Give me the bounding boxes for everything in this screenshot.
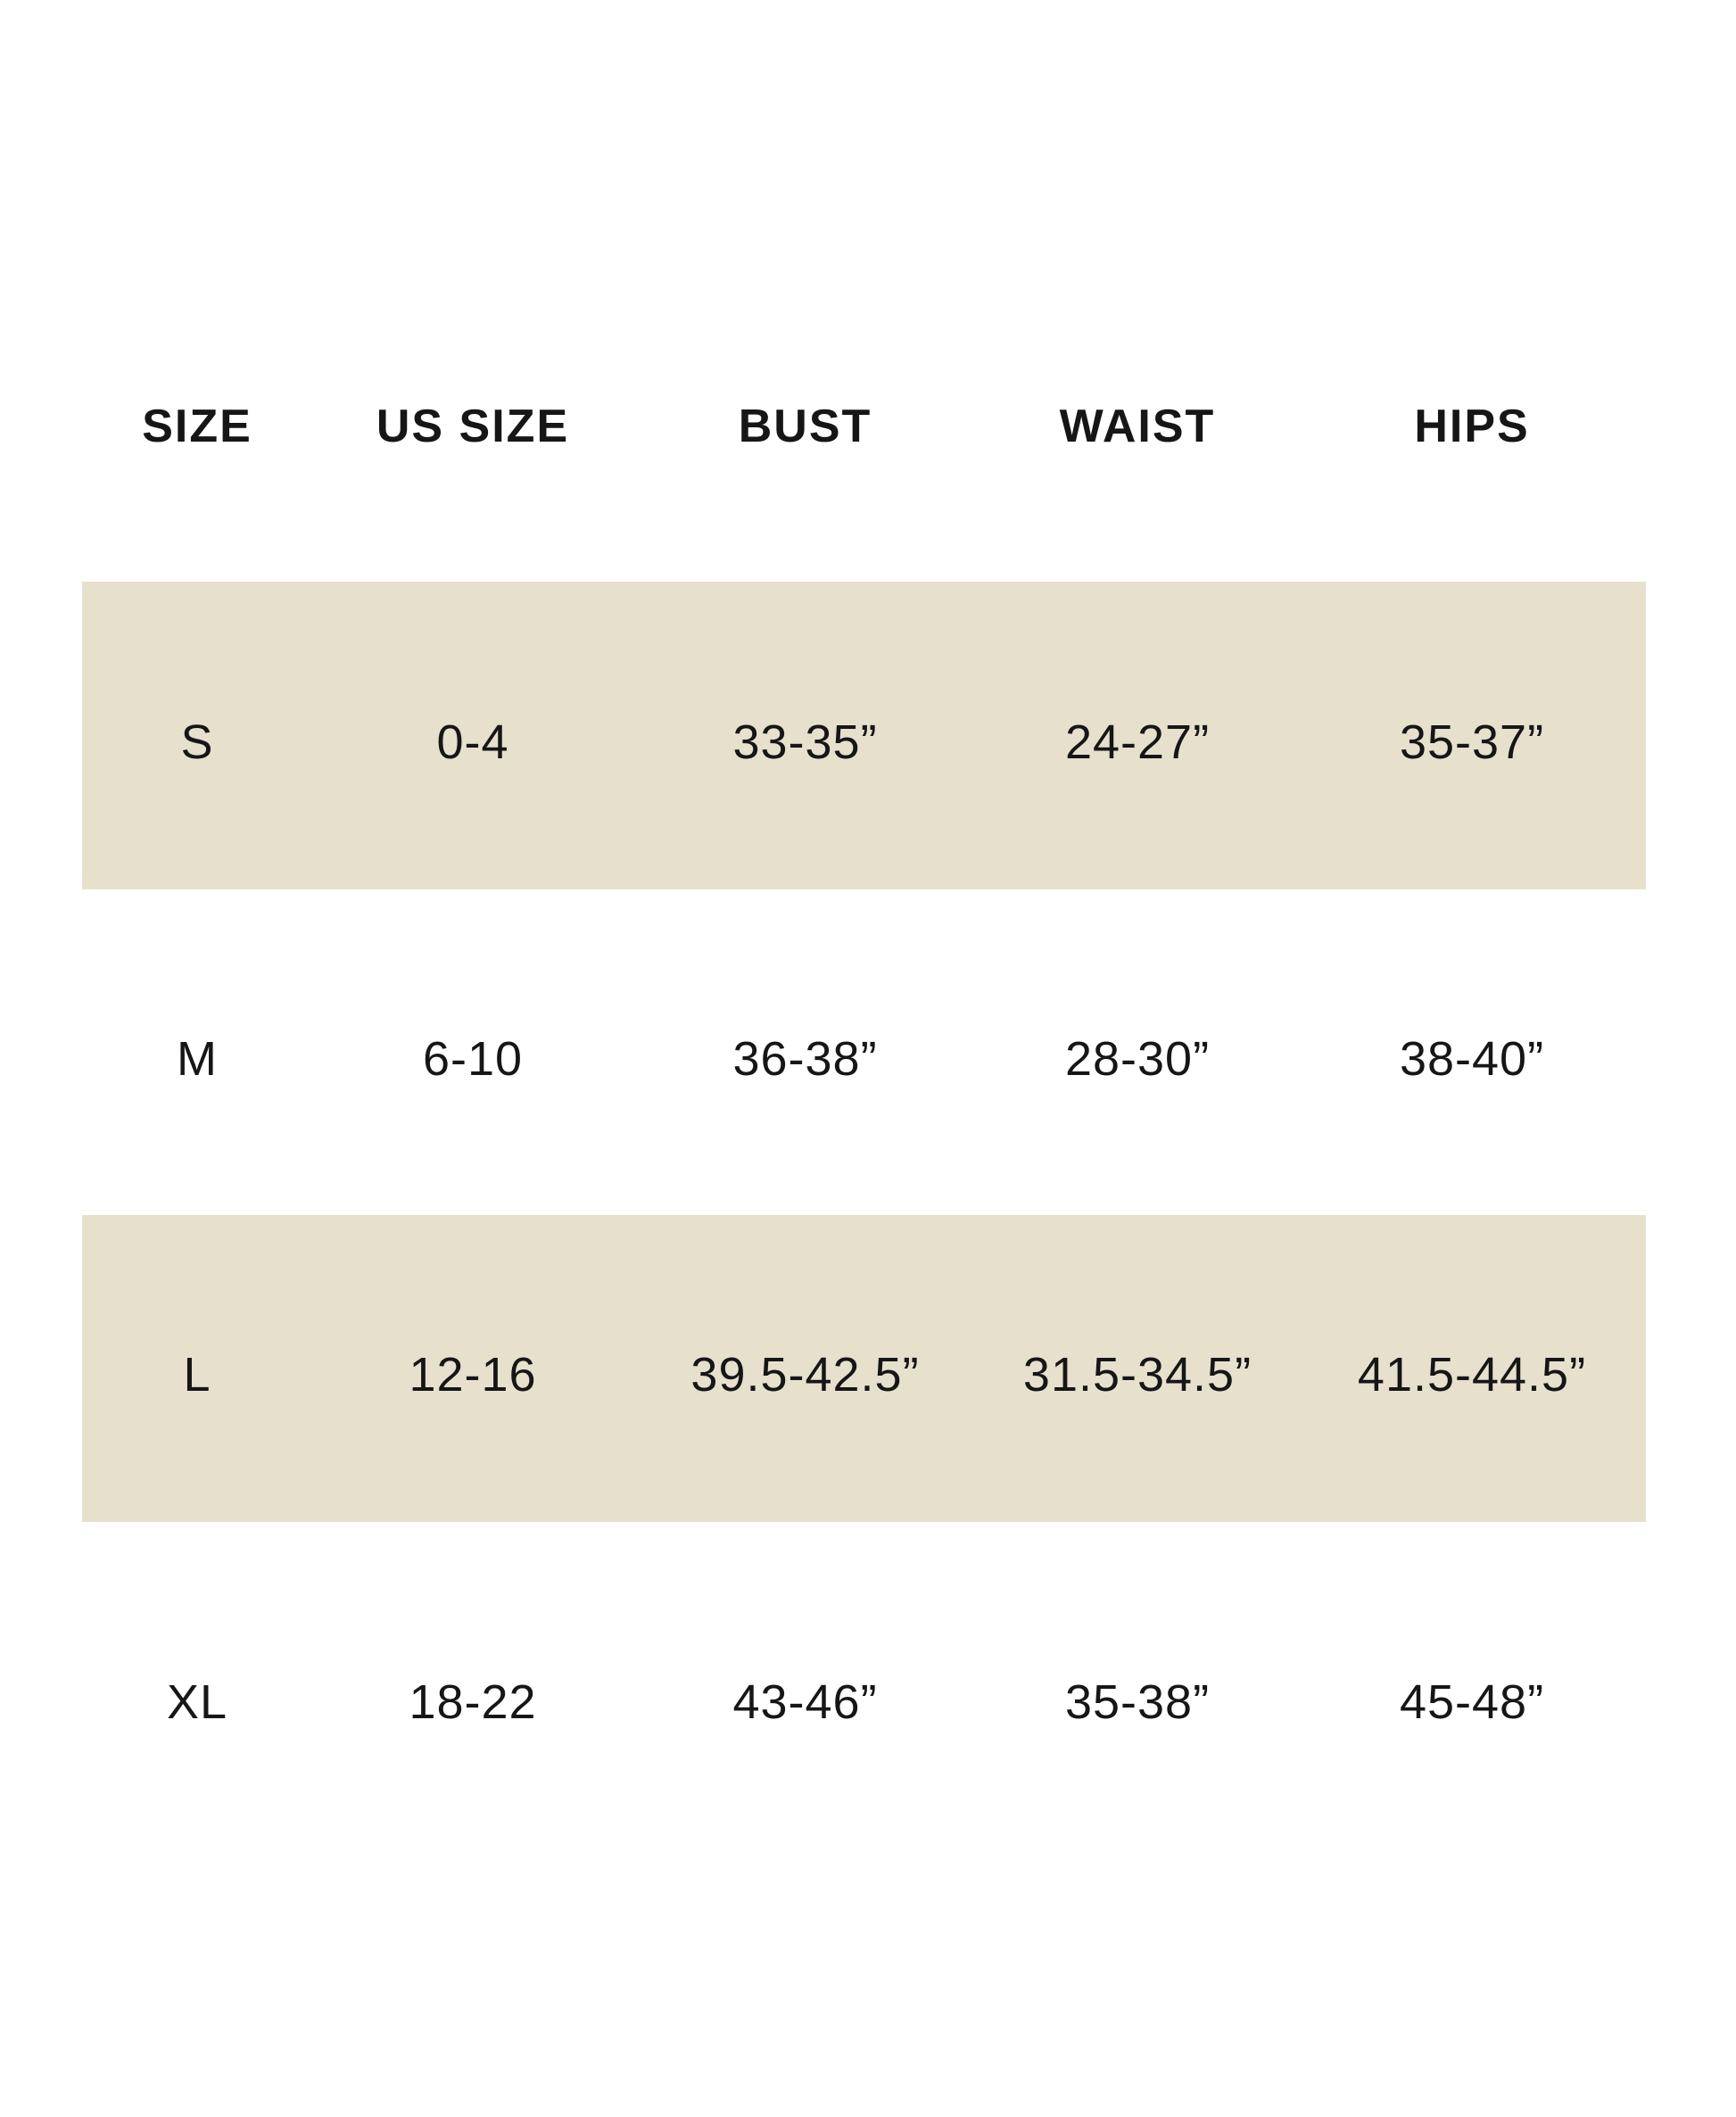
table-row-s [82,582,1646,889]
waist-cell: 28-30” [1064,1031,1211,1086]
size-cell: XL [166,1675,228,1729]
table-row-m [82,889,1646,1215]
hips-cell: 41.5-44.5” [1357,1348,1587,1402]
table-row-xl [82,1522,1646,1870]
bust-cell: 33-35” [732,715,878,769]
table-body [82,582,1646,1870]
waist-cell: 35-38” [1064,1675,1211,1729]
size-cell: L [183,1348,211,1402]
table-row-l [82,1215,1646,1522]
column-header-us-size: US SIZE [376,401,570,452]
bust-cell: 43-46” [732,1675,878,1729]
bust-cell: 36-38” [732,1031,878,1086]
waist-cell: 31.5-34.5” [1022,1348,1252,1402]
us-size-cell: 18-22 [409,1675,537,1729]
column-header-bust: BUST [738,401,872,452]
waist-cell: 24-27” [1064,715,1211,769]
size-cell: M [177,1031,218,1086]
column-header-hips: HIPS [1414,401,1530,452]
us-size-cell: 6-10 [422,1031,524,1086]
hips-cell: 38-40” [1399,1031,1545,1086]
size-cell: S [180,715,214,769]
column-header-size: SIZE [142,401,252,452]
us-size-cell: 12-16 [409,1348,537,1402]
column-header-waist: WAIST [1059,401,1216,452]
hips-cell: 35-37” [1399,715,1545,769]
bust-cell: 39.5-42.5” [690,1348,920,1402]
us-size-cell: 0-4 [436,715,509,769]
table-header-row [82,375,1646,478]
hips-cell: 45-48” [1399,1675,1545,1729]
